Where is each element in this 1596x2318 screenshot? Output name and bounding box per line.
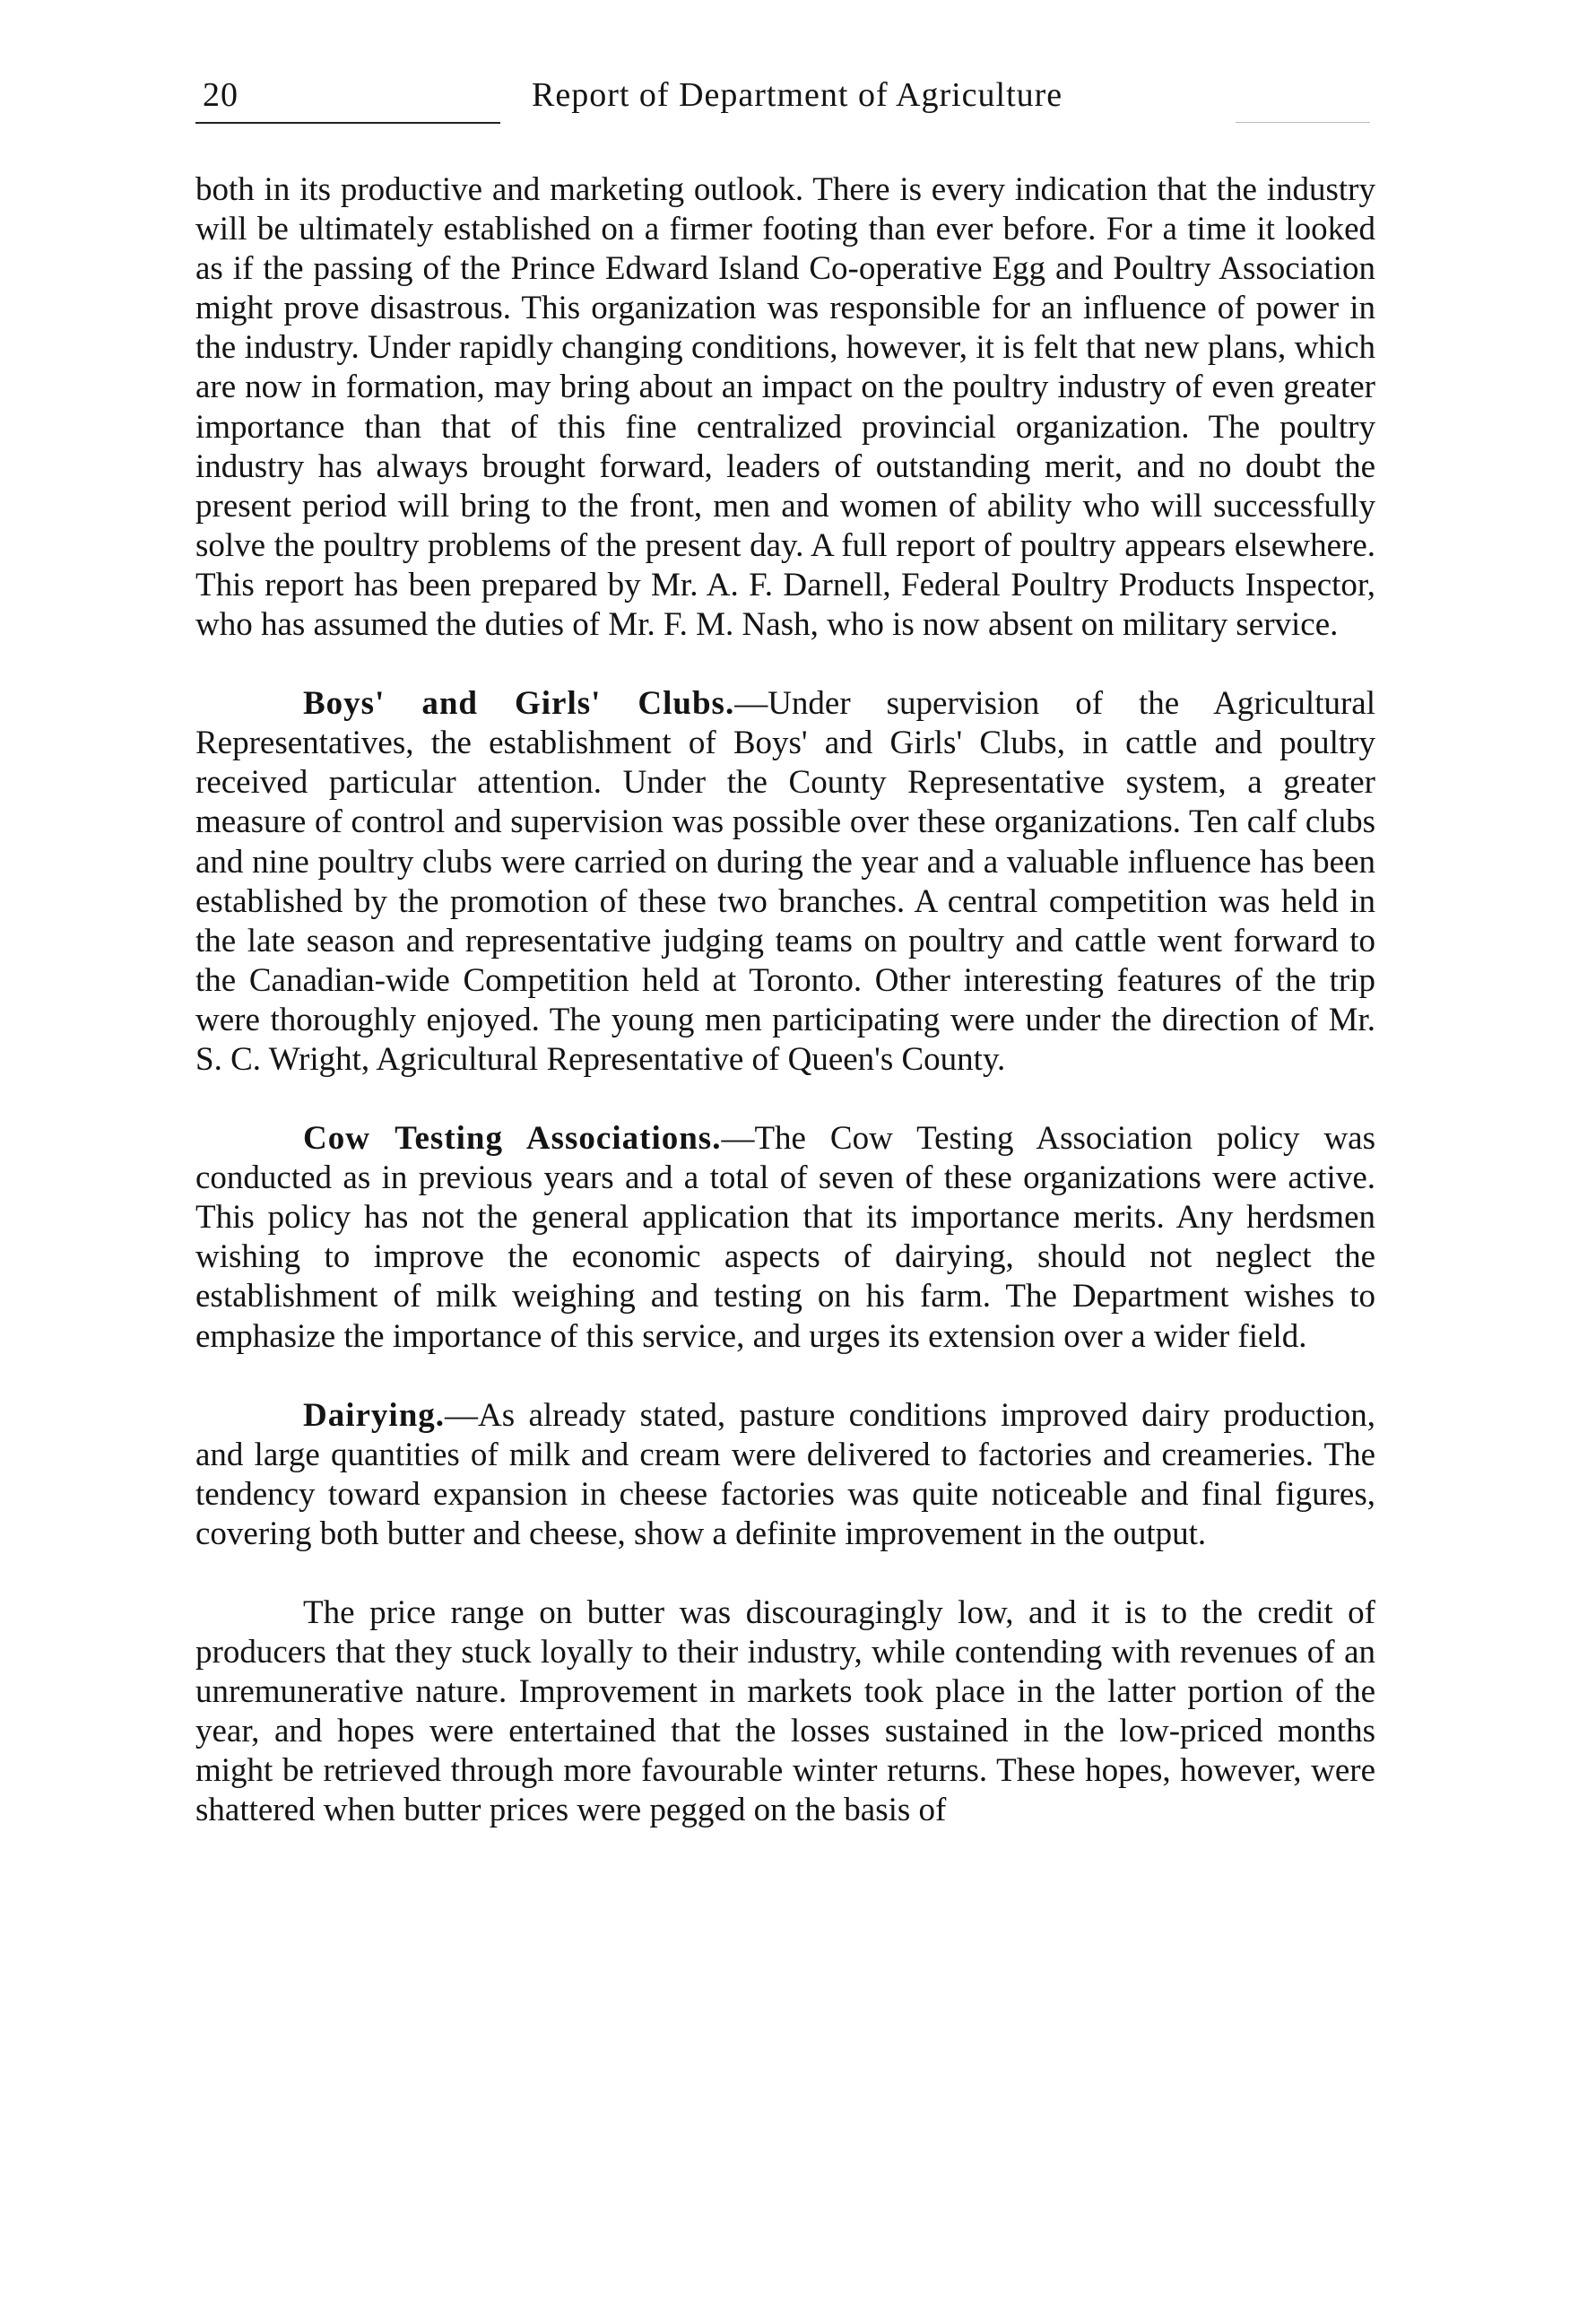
paragraph-cow-testing (195, 1119, 1375, 1357)
paragraph-butter-prices (195, 1593, 1375, 1831)
body-text (195, 170, 1375, 1871)
page-header (195, 70, 1370, 133)
page-number: 20 (203, 76, 239, 114)
paragraph-dairying (195, 1396, 1375, 1554)
paragraph-text: —As already stated, pasture conditions improved dairy production, and large quantities of milk and cream were delivered to factories and creameries. The tendency toward expansion in cheese factories was quite noticeable and final figures, covering both butter and cheese, show a definite improvement in the output. (195, 1396, 1375, 1552)
paragraph-text: —The Cow Testing Association policy was conducted as in previous years and a total of seven of these organizations were active. This policy has not the general application that its importance merits. Any herdsmen wishing to improve the economic aspects of dairying, should not neglect the establishment of milk weighing and testing on his farm. The Department wishes to emphasize the importance of this service, and urges its extension over a wider field. (195, 1120, 1375, 1355)
paragraph-boys-girls-clubs (195, 684, 1375, 1080)
section-heading: Cow Testing Associations. (303, 1120, 722, 1158)
paragraph-poultry-continued (195, 170, 1375, 645)
header-rule-faint (1236, 122, 1370, 123)
header-rule (195, 122, 500, 124)
paragraph-text: both in its productive and marketing outlook. There is every indication that the industry will be ultimately established on a firmer footing than ever before. For a time it looked as if the passing of the Prince Edward Island Co-operative Egg and Poultry Association might prove disastrous. This organization was responsible for an influence of power in the industry. Under rapidly changing conditions, however, it is felt that new plans, which are now in formation, may bring about an impact on the poultry industry of even greater importance than that of this fine centralized provincial organization. The poultry industry has always brought forward, leaders of outstanding merit, and no doubt the present period will bring to the front, men and women of ability who will successfully solve the poultry problems of the present day. A full report of poultry appears elsewhere. This report has been prepared by Mr. A. F. Darnell, Federal Poultry Products Inspector, who has assumed the duties of Mr. F. M. Nash, who is now absent on military service. (195, 171, 1375, 644)
section-heading: Boys' and Girls' Clubs. (303, 685, 735, 723)
section-heading: Dairying. (303, 1396, 446, 1434)
paragraph-text: The price range on butter was discouragingly low, and it is to the credit of producers that they stuck loyally to their industry, while contending with revenues of an unremunerative nature. Improvement in markets took place in the latter portion of the year, and hopes were entertained that the losses sustained in the low-priced months might be retrieved through more favourable winter returns. These hopes, however, were shattered when butter prices were pegged on the basis of (195, 1594, 1375, 1829)
running-title: Report of Department of Agriculture (532, 76, 1063, 114)
paragraph-text: —Under supervision of the Agricultural Representatives, the establishment of Boys' and Girls' Clubs, in cattle and poultry received particular attention. Under the County Representative system, a greater measure of control and supervision was possible over these organizations. Ten calf clubs and nine poultry clubs were carried on during the year and a valuable influence has been established by the promotion of these two branches. A central competition was held in the late season and representative judging teams on poultry and cattle went forward to the Canadian-wide Competition held at Toronto. Other interesting features of the trip were thoroughly enjoyed. The young men participating were under the direction of Mr. S. C. Wright, Agricultural Representative of Queen's County. (195, 685, 1375, 1078)
